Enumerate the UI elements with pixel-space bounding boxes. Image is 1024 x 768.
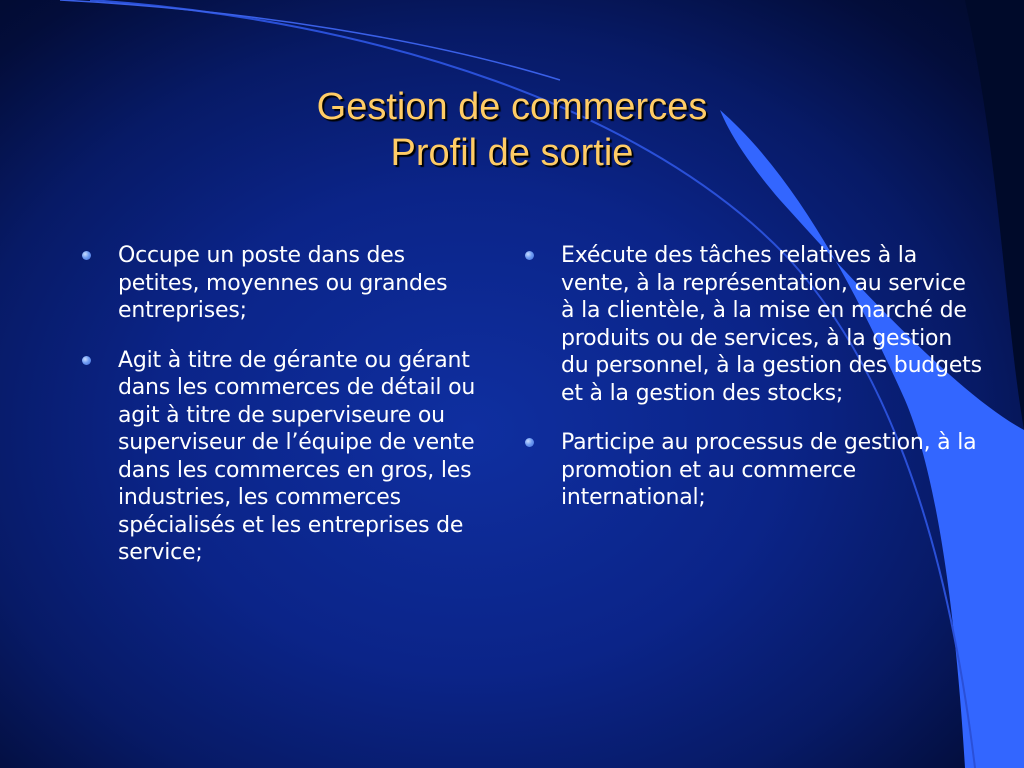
bullet-text: Occupe un poste dans des petites, moyennes ou grandes entreprises; <box>118 243 448 323</box>
slide-title <box>0 84 1024 176</box>
bullet-text: Participe au processus de gestion, à la promotion et au commerce international; <box>561 430 977 510</box>
bullet-dot-icon <box>525 438 534 447</box>
bullet-item <box>82 347 482 567</box>
bullet-text: Agit à titre de gérante ou gérant dans les commerces de détail ou agit à titre de superviseure ou superviseur de l’équipe de vente dans les commerces en gros, les industries, les commerces spécialisés et les entreprises de service; <box>118 347 476 565</box>
bullet-item <box>525 429 985 512</box>
bullet-text: Exécute des tâches relatives à la vente, à la représentation, au service à la clientèle, à la mise en marché de produits ou de services, à la gestion du personnel, à la gestion des budgets et à la gestion des stocks; <box>561 243 982 406</box>
right-column-bullets <box>525 242 985 534</box>
bullet-dot-icon <box>525 251 534 260</box>
bullet-dot-icon <box>82 251 91 260</box>
bullet-item <box>82 242 482 325</box>
bullet-item <box>525 242 985 407</box>
bullet-dot-icon <box>82 356 91 365</box>
slide-title-line-1: Gestion de commerces <box>316 86 708 128</box>
slide-title-line-2: Profil de sortie <box>390 132 634 174</box>
swoosh-curve-top <box>60 0 560 80</box>
left-column-bullets <box>82 242 482 589</box>
